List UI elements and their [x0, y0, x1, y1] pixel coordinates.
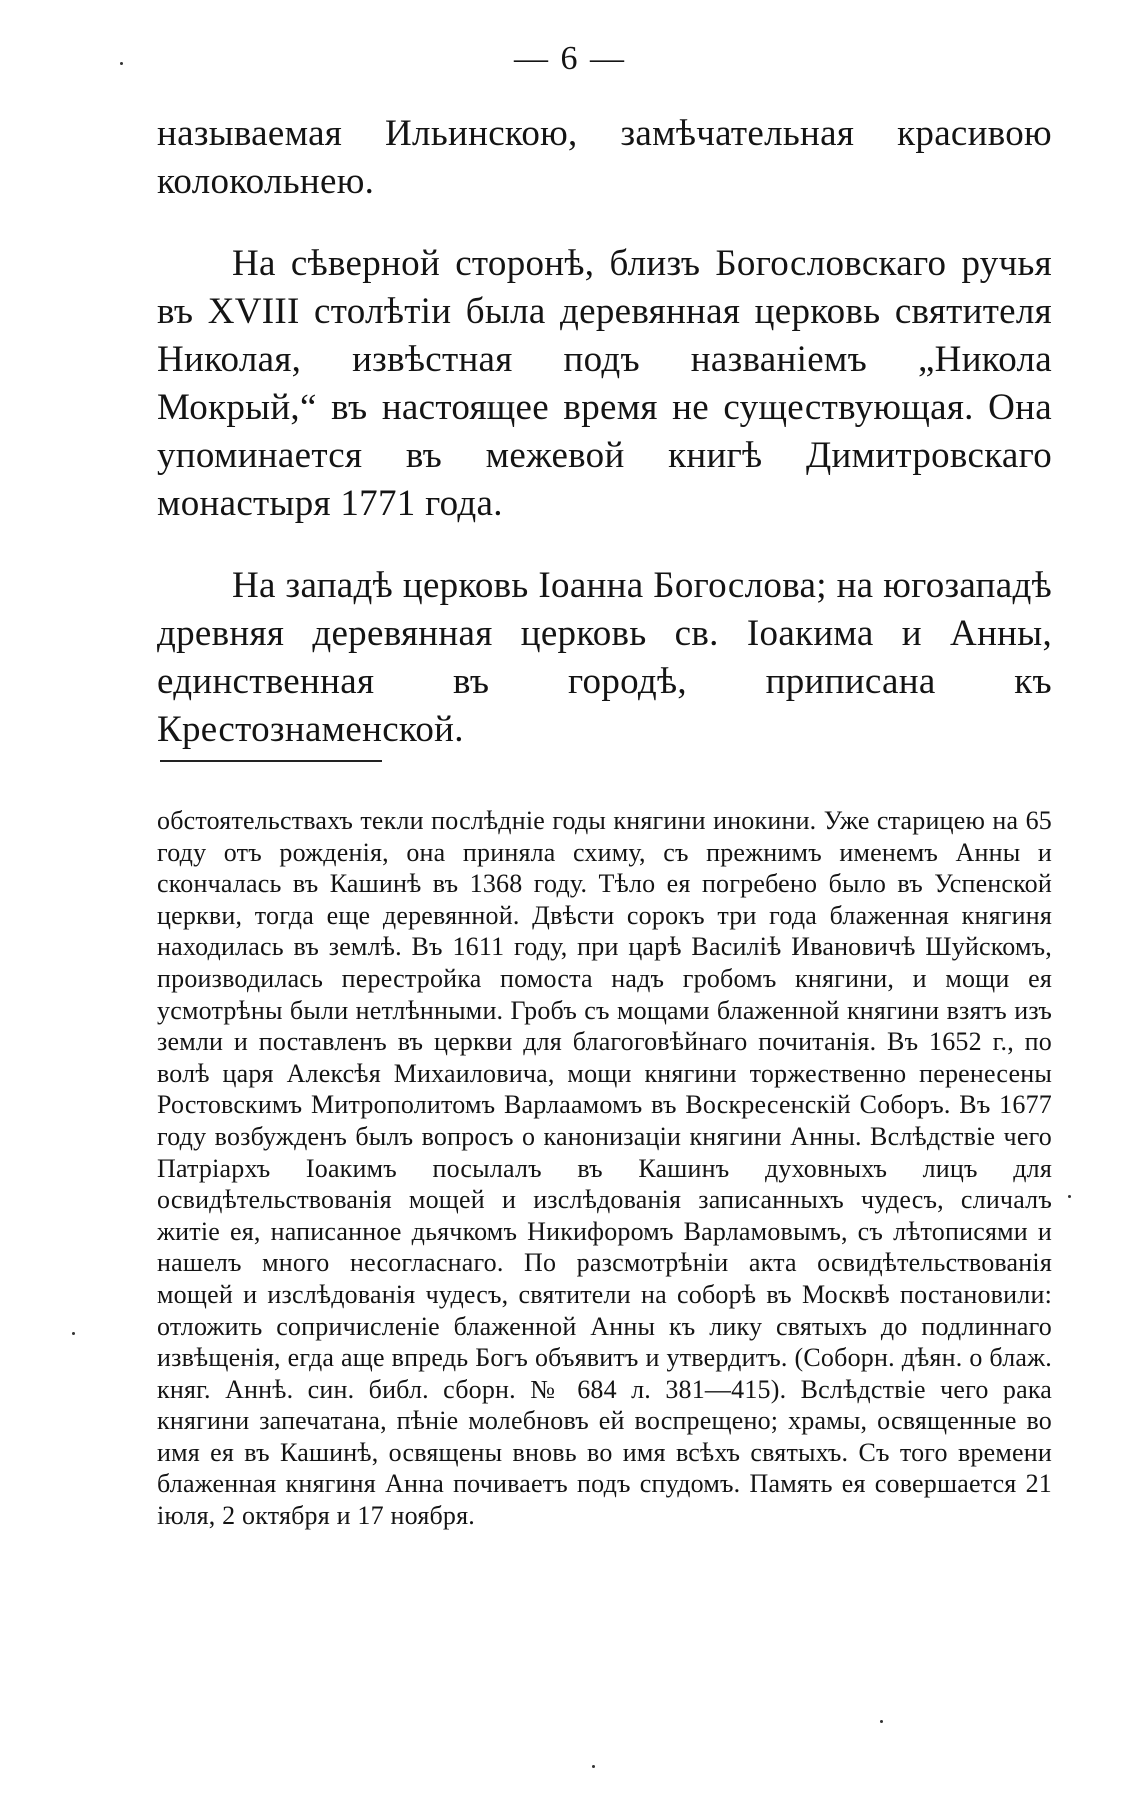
scan-speck — [1068, 1195, 1071, 1198]
footnote-text: обстоятельствахъ текли послѣдніе годы княгини инокини. Уже старицею на 65 году отъ рожденія, она приняла схиму, съ прежнимъ именемъ Анны и скончалась въ Кашинѣ въ 1368 году. Тѣло ея погребено было въ Успенской церкви, тогда еще деревянной. Двѣсти сорокъ три года блаженная княгиня находилась въ землѣ. Въ 1611 году, при царѣ Василіѣ Ивановичѣ Шуйскомъ, производилась перестройка помоста надъ гробомъ княгини, и мощи ея усмотрѣны были нетлѣнными. Гробъ съ мощами блаженной княгини взятъ изъ земли и поставленъ въ церкви для благоговѣйнаго почитанія. Въ 1652 г., по волѣ царя Алексѣя Михаиловича, мощи княгини торжественно перенесены Ростовскимъ Митрополитомъ Варлаамомъ въ Воскресенскій Соборъ. Въ 1677 году возбужденъ былъ вопросъ о канонизаціи княгини Анны. Вслѣдствіе чего Патріархъ Іоакимъ посылалъ въ Кашинъ духовныхъ лицъ для освидѣтельствованія мощей и изслѣдованія записанныхъ чудесъ, сличалъ житіе ея, написанное дьячкомъ Никифоромъ Варламовымъ, съ лѣтописями и нашелъ много несогласнаго. По разсмотрѣніи акта освидѣтельствованія мощей и изслѣдованія чудесъ, святители на соборѣ въ Москвѣ постановили: отложить сопричисленіе блаженной Анны къ лику святыхъ до подлиннаго извѣщенія, егда аще впредь Богъ объявитъ и утвердитъ. (Соборн. дѣян. о блаж. княг. Аннѣ. син. библ. сборн. № 684 л. 381—415). Вслѣдствіе чего рака княгини запечатана, пѣніе молебновъ ей воспрещено; храмы, освященные во имя ея въ Кашинѣ, освящены вновь во имя всѣхъ святыхъ. Съ того времени блаженная княгиня Анна почиваетъ подъ спудомъ. Память ея совершается 21 іюля, 2 октября и 17 ноября. — [157, 806, 1052, 1531]
page-number: — 6 — — [514, 40, 626, 77]
paragraph-continuation: называемая Ильинскою, замѣчательная красивою колокольнею. — [157, 113, 1052, 202]
footnote-divider — [160, 760, 382, 762]
scan-speck — [592, 1765, 595, 1768]
paragraph-west-side: На западѣ церковь Іоанна Богослова; на югозападѣ древняя деревянная церковь св. Іоакима и Анны, единственная въ городѣ, приписана къ Крестознаменской. — [157, 565, 1052, 750]
scan-speck — [120, 62, 123, 65]
scan-speck — [880, 1720, 883, 1723]
paragraph-north-side: На сѣверной сторонѣ, близъ Богословскаго ручья въ XVIII столѣтіи была деревянная церковь святителя Николая, извѣстная подъ названіемъ „Никола Мокрый,“ въ настоящее время не существующая. Она упоминается въ межевой книгѣ Димитровскаго монастыря 1771 года. — [157, 243, 1052, 524]
scan-speck — [72, 1332, 75, 1335]
paragraph-gap — [157, 528, 1052, 562]
main-text — [157, 110, 1052, 754]
paragraph-gap — [157, 206, 1052, 240]
